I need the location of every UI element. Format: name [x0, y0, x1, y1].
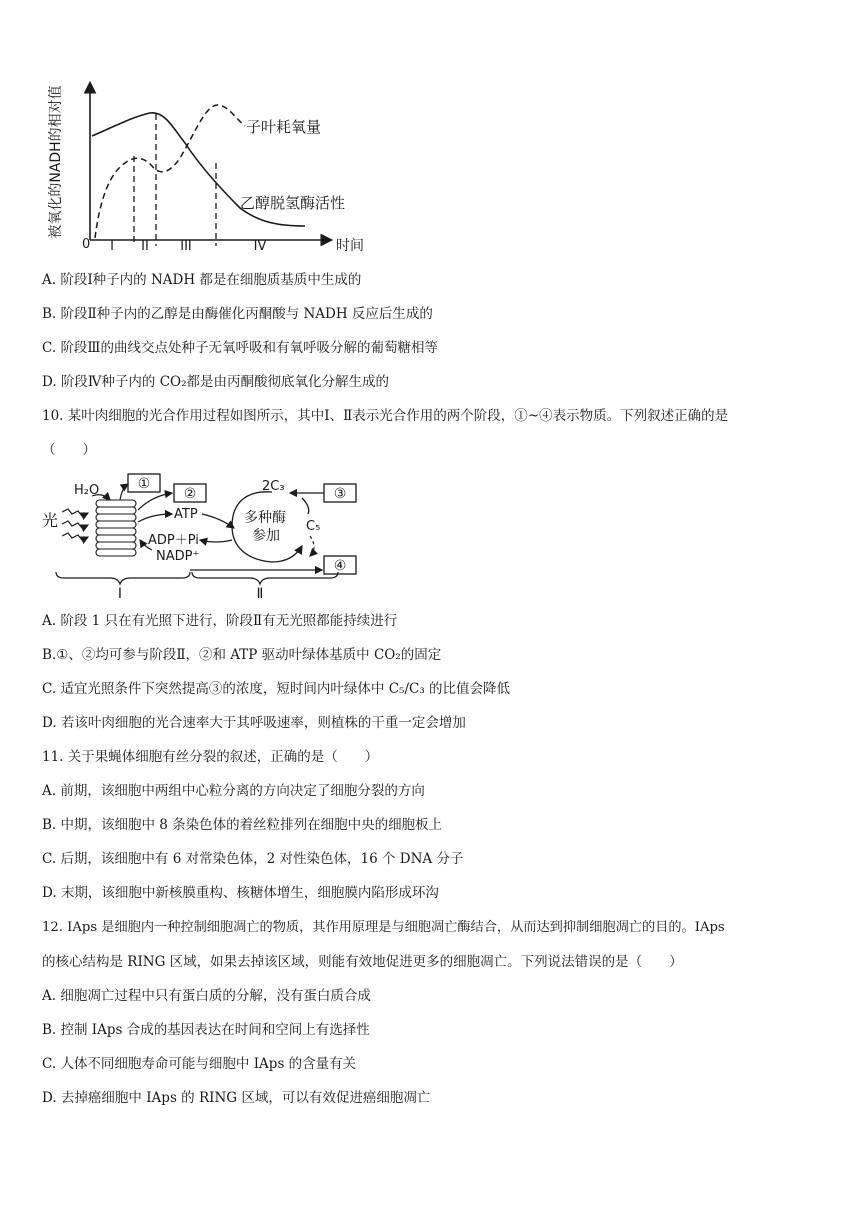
c3-arc [302, 498, 309, 514]
option-text: 适宜光照条件下突然提高③的浓度，短时间内叶绿体中 C₅/C₃ 的比值会降低 [60, 681, 511, 697]
box-2-label: ② [183, 486, 197, 502]
q9-option-d[interactable] [42, 373, 389, 391]
thylakoid-stack [96, 500, 136, 556]
option-text: 阶段Ⅰ种子内的 NADH 都是在细胞质基质中生成的 [60, 272, 362, 288]
q10-stem: 10. 某叶肉细胞的光合作用过程如图所示，其中Ⅰ、Ⅱ表示光合作用的两个阶段，①~④表示物质。下列叙述正确的是 [42, 408, 729, 424]
q9-chart [40, 78, 380, 258]
box-1-label: ① [137, 476, 151, 492]
option-text: 阶段Ⅱ种子内的乙醇是由酶催化丙酮酸与 NADH 反应后生成的 [60, 306, 433, 322]
enzyme-label-2: 参加 [252, 528, 280, 544]
c5-label: C₅ [306, 519, 321, 534]
q10-option-c[interactable] [42, 680, 510, 698]
enzyme-label-1: 多种酶 [244, 510, 286, 526]
option-letter: A. [42, 988, 57, 1004]
atp-to-cycle-arrow [202, 514, 234, 528]
option-letter: B. [42, 306, 57, 322]
q10-option-a[interactable] [42, 612, 397, 630]
option-letter: C. [42, 1056, 57, 1072]
stage-label-4: IV [253, 239, 267, 254]
light-ray-2 [62, 521, 88, 528]
nadp-label: NADP⁺ [156, 549, 200, 564]
option-text: 前期，该细胞中两组中心粒分离的方向决定了细胞分裂的方向 [60, 783, 425, 799]
q9-option-c[interactable] [42, 339, 438, 357]
to-atp-arrow [138, 514, 172, 522]
stage-label-3: III [180, 239, 192, 254]
q11-option-a[interactable] [42, 782, 425, 800]
q10-option-d[interactable] [42, 714, 466, 732]
option-letter: D. [42, 374, 57, 390]
option-letter: A. [42, 783, 57, 799]
c3-label: 2C₃ [262, 479, 285, 494]
option-letter: A. [42, 613, 57, 629]
stage-label-2: II [141, 239, 149, 254]
option-letter: D. [42, 715, 57, 731]
option-letter: B. [42, 817, 57, 833]
option-letter: B. [42, 647, 57, 663]
q9-option-b[interactable] [42, 305, 433, 323]
option-letter: A. [42, 272, 57, 288]
q11-option-d[interactable] [42, 884, 439, 902]
option-text: 控制 IAps 合成的基因表达在时间和空间上有选择性 [60, 1022, 370, 1038]
light-ray-1 [62, 509, 88, 516]
option-text: 阶段Ⅳ种子内的 CO₂都是由丙酮酸彻底氧化分解生成的 [60, 374, 390, 390]
legend-ethanol-dehydrogenase: 乙醇脱氢酶活性 [240, 194, 346, 212]
option-text: 末期，该细胞中新核膜重构、核糖体增生，细胞膜内陷形成环沟 [60, 885, 439, 901]
to-box4-dashed [310, 536, 314, 556]
light-label: 光 [42, 511, 59, 530]
photosynthesis-diagram [40, 470, 370, 602]
to-box2-arrow [138, 493, 172, 510]
stage-2-label: Ⅱ [256, 586, 264, 602]
q12-option-b[interactable] [42, 1021, 370, 1039]
q12-option-a[interactable] [42, 987, 371, 1005]
stage-label-1: I [110, 239, 114, 254]
option-text: 阶段 1 只在有光照下进行，阶段Ⅱ有无光照都能持续进行 [60, 613, 398, 629]
q11-stem: 11. 关于果蝇体细胞有丝分裂的叙述，正确的是（ ） [42, 749, 379, 765]
calvin-cycle-arc [232, 492, 302, 562]
adp-label: ADP＋Pi [148, 533, 199, 548]
q12-option-c[interactable] [42, 1055, 356, 1073]
light-ray-3 [62, 533, 88, 540]
q12-stem-line-1: 12. IAps 是细胞内一种控制细胞凋亡的物质，其作用原理是与细胞凋亡酶结合，从而达到抑制细胞凋亡的目的。IAps [42, 920, 725, 935]
option-text: 后期，该细胞中有 6 对常染色体，2 对性染色体，16 个 DNA 分子 [60, 851, 464, 867]
option-letter: D. [42, 885, 57, 901]
chart-svg [40, 78, 380, 258]
bracket-stage-1 [56, 572, 190, 584]
option-letter: C. [42, 340, 57, 356]
x-axis-label: 时间 [336, 238, 364, 254]
q11-option-c[interactable] [42, 850, 463, 868]
box-4-label: ④ [333, 558, 347, 574]
option-text: 去掉癌细胞中 IAps 的 RING 区域，可以有效促进癌细胞凋亡 [60, 1090, 431, 1106]
q9-option-a[interactable] [42, 271, 361, 289]
h2o-label: H₂O [74, 483, 100, 498]
option-letter: B. [42, 1022, 57, 1038]
option-text: ①、②均可参与阶段Ⅱ，②和 ATP 驱动叶绿体基质中 CO₂的固定 [56, 647, 442, 663]
option-text: 人体不同细胞寿命可能与细胞中 IAps 的含量有关 [60, 1056, 357, 1072]
origin-label: 0 [82, 237, 91, 252]
legend-cotyledon-oxygen: 子叶耗氧量 [246, 118, 322, 136]
option-letter: D. [42, 1090, 57, 1106]
q10-diagram [40, 470, 370, 602]
option-letter: C. [42, 681, 57, 697]
option-text: 阶段Ⅲ的曲线交点处种子无氧呼吸和有氧呼吸分解的葡萄糖相等 [60, 340, 438, 356]
q10-option-b[interactable] [42, 646, 441, 664]
option-text: 细胞凋亡过程中只有蛋白质的分解，没有蛋白质合成 [60, 988, 371, 1004]
to-box1-arrow [120, 484, 128, 500]
q12-stem-line-2: 的核心结构是 RING 区域，如果去掉该区域，则能有效地促进更多的细胞凋亡。下列说法错误的是（ ） [42, 954, 683, 970]
y-axis-label: 被氧化的NADH的相对值 [48, 85, 64, 239]
stage-1-label: Ⅰ [117, 586, 123, 602]
bracket-stage-2 [192, 572, 338, 584]
atp-label: ATP [174, 507, 198, 522]
q10-paren: （ ） [42, 442, 96, 458]
box-3-label: ③ [333, 486, 347, 502]
option-letter: C. [42, 851, 57, 867]
q11-option-b[interactable] [42, 816, 442, 834]
option-text: 中期，该细胞中 8 条染色体的着丝粒排列在细胞中央的细胞板上 [60, 817, 443, 833]
q12-option-d[interactable] [42, 1089, 430, 1107]
cycle-to-adp-arrow [200, 540, 232, 542]
option-text: 若该叶肉细胞的光合速率大于其呼吸速率，则植株的干重一定会增加 [60, 715, 466, 731]
